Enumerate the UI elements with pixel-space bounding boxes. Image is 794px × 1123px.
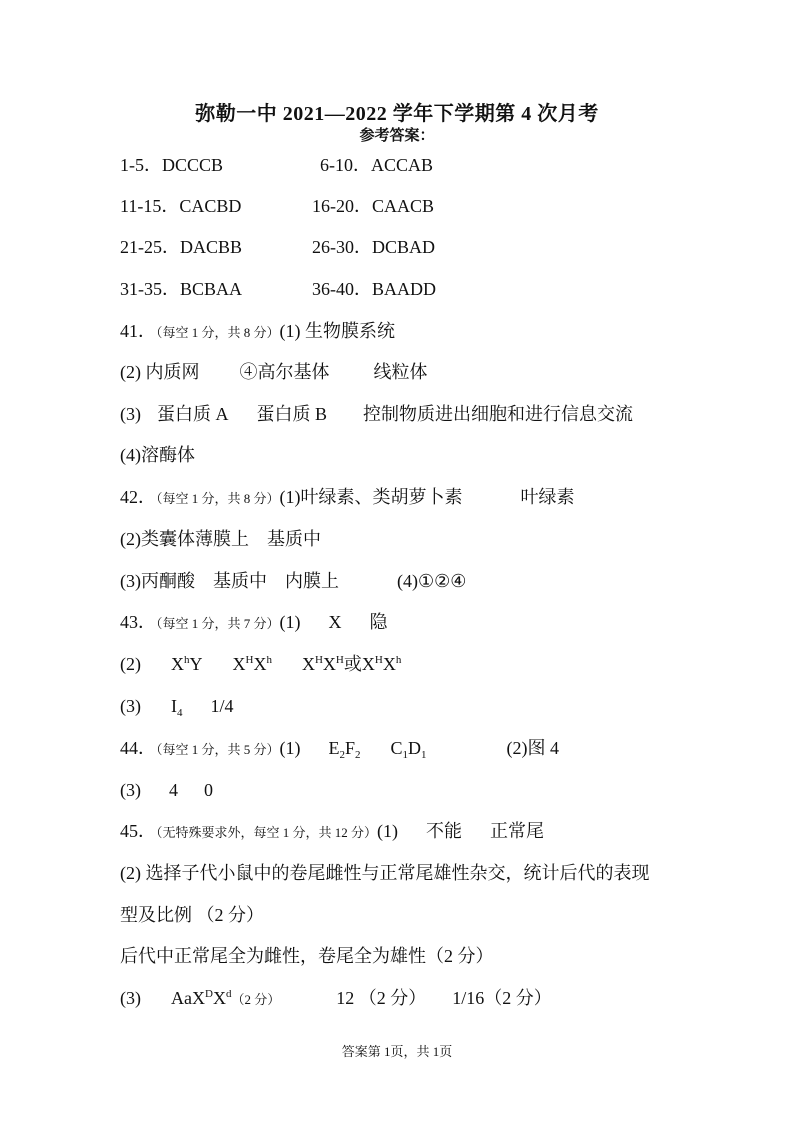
segment-E2F2: $E_2F_2$ [328, 738, 361, 761]
answer-text: 不能 [426, 821, 463, 841]
answer-text: (2) [120, 654, 141, 674]
segment-C1D1: $C_1D_1$ [390, 738, 427, 761]
answer-text: (1) 生物膜系统 [279, 321, 396, 341]
genotype-XhY: $X^hY$ [171, 654, 203, 674]
page-title: 弥勒一中 2021—2022 学年下学期第 4 次月考 [195, 103, 599, 125]
answer-text: 后代中正常尾全为雌性，卷尾全为雄性（2 分） [120, 946, 494, 966]
q45-line-2 [120, 862, 650, 884]
q41-line-3 [120, 403, 633, 425]
question-number: 41． [120, 321, 156, 341]
answer-text: 基质中 [213, 571, 267, 591]
score-note: （每空 1 分，共 5 分） [156, 742, 280, 757]
answer-text: 1/16（2 分） [452, 988, 552, 1008]
q43-line-3 [120, 695, 234, 717]
answer-text: (3) [120, 404, 141, 424]
score-note: （每空 1 分，共 7 分） [156, 616, 280, 631]
choice-row [120, 236, 436, 258]
choice-group: 21-25．DACBB [120, 237, 243, 257]
q45-line-5 [120, 987, 552, 1011]
choice-group: 16-20．CAACB [312, 196, 435, 216]
choice-group: 26-30．DCBAD [312, 237, 436, 257]
answer-text: 控制物质进出细胞和进行信息交流 [363, 404, 634, 424]
score-note: （2 分） [231, 992, 281, 1007]
q45-line-1 [120, 820, 544, 844]
answer-text: 蛋白质 A [157, 404, 229, 424]
answer-text: (4)溶酶体 [120, 445, 195, 465]
question-number: 45． [120, 821, 156, 841]
answer-text: 内膜上 [285, 571, 339, 591]
q45-line-3 [120, 904, 264, 926]
q44-line-1 [120, 737, 559, 761]
answer-text: (1) [377, 821, 399, 841]
answer-text: X [328, 612, 342, 632]
choice-row [120, 195, 435, 217]
answer-text: 型及比例 （2 分） [120, 905, 264, 925]
answer-text: 叶绿素 [520, 487, 575, 507]
answer-text: 隐 [369, 612, 388, 632]
q41-line-4 [120, 444, 195, 466]
answer-text: (3)丙酮酸 [120, 571, 195, 591]
page-subtitle: 参考答案： [359, 128, 435, 144]
q45-line-4 [120, 945, 494, 967]
page-footer: 答案第 1页，共 1页 [341, 1044, 453, 1059]
choice-group: 1-5．DCCCB [120, 155, 224, 175]
answer-text: 正常尾 [490, 821, 545, 841]
answer-text: (2)类囊体薄膜上 [120, 529, 249, 549]
question-number: 43． [120, 612, 156, 632]
individual-I4: $I_4$ [171, 696, 183, 719]
genotype-XHXH: $X^HX^H$ [301, 654, 344, 674]
answer-text: (2) 内质网 [120, 362, 200, 382]
answer-text: (3) [120, 988, 141, 1008]
choice-row [120, 278, 436, 300]
choice-group: 11-15．CACBD [120, 196, 242, 216]
answer-text: (1) [279, 612, 301, 632]
answer-text: (1)叶绿素、类胡萝卜素 [279, 487, 463, 507]
genotype-XHXh: $X^HX^h$ [232, 654, 272, 674]
question-number: 44． [120, 738, 156, 758]
q43-line-2 [120, 653, 401, 675]
choice-row [120, 154, 434, 176]
answer-text: 或 [343, 654, 362, 674]
answer-text: (1) [279, 738, 301, 758]
answer-text: 蛋白质 B [256, 404, 328, 424]
score-note: （每空 1 分，共 8 分） [156, 491, 280, 506]
answer-text: 0 [204, 780, 213, 800]
answer-text: 线粒体 [373, 362, 428, 382]
answer-text: (3) [120, 780, 141, 800]
q41-line-2 [120, 361, 428, 383]
genotype-AaXDXd: $AaX^DX^d$ [171, 988, 232, 1008]
q42-line-1 [120, 486, 575, 510]
answer-text: (2) 选择子代小鼠中的卷尾雌性与正常尾雄性杂交，统计后代的表现 [120, 863, 650, 883]
choice-group: 36-40．BAADD [312, 279, 436, 299]
score-note: （每空 1 分，共 8 分） [156, 325, 280, 340]
q44-line-2 [120, 779, 213, 801]
choice-group: 6-10．ACCAB [320, 155, 434, 175]
answer-text: 基质中 [267, 529, 321, 549]
answer-text: (4)①②④ [397, 571, 467, 591]
answer-text: 12 （2 分） [336, 988, 427, 1008]
question-number: 42． [120, 487, 156, 507]
answer-text: 1/4 [210, 696, 234, 716]
answer-text: (3) [120, 696, 141, 716]
choice-group: 31-35．BCBAA [120, 279, 243, 299]
answer-text: ④高尔基体 [239, 362, 330, 382]
q41-line-1 [120, 320, 395, 344]
q42-line-2 [120, 528, 321, 550]
score-note: （无特殊要求外，每空 1 分，共 12 分） [156, 825, 378, 840]
answer-text: (2)图 4 [506, 738, 560, 758]
q43-line-1 [120, 611, 388, 635]
answer-text: 4 [169, 780, 178, 800]
genotype-XHXh: $X^HX^h$ [361, 654, 402, 674]
q42-line-3 [120, 570, 466, 592]
